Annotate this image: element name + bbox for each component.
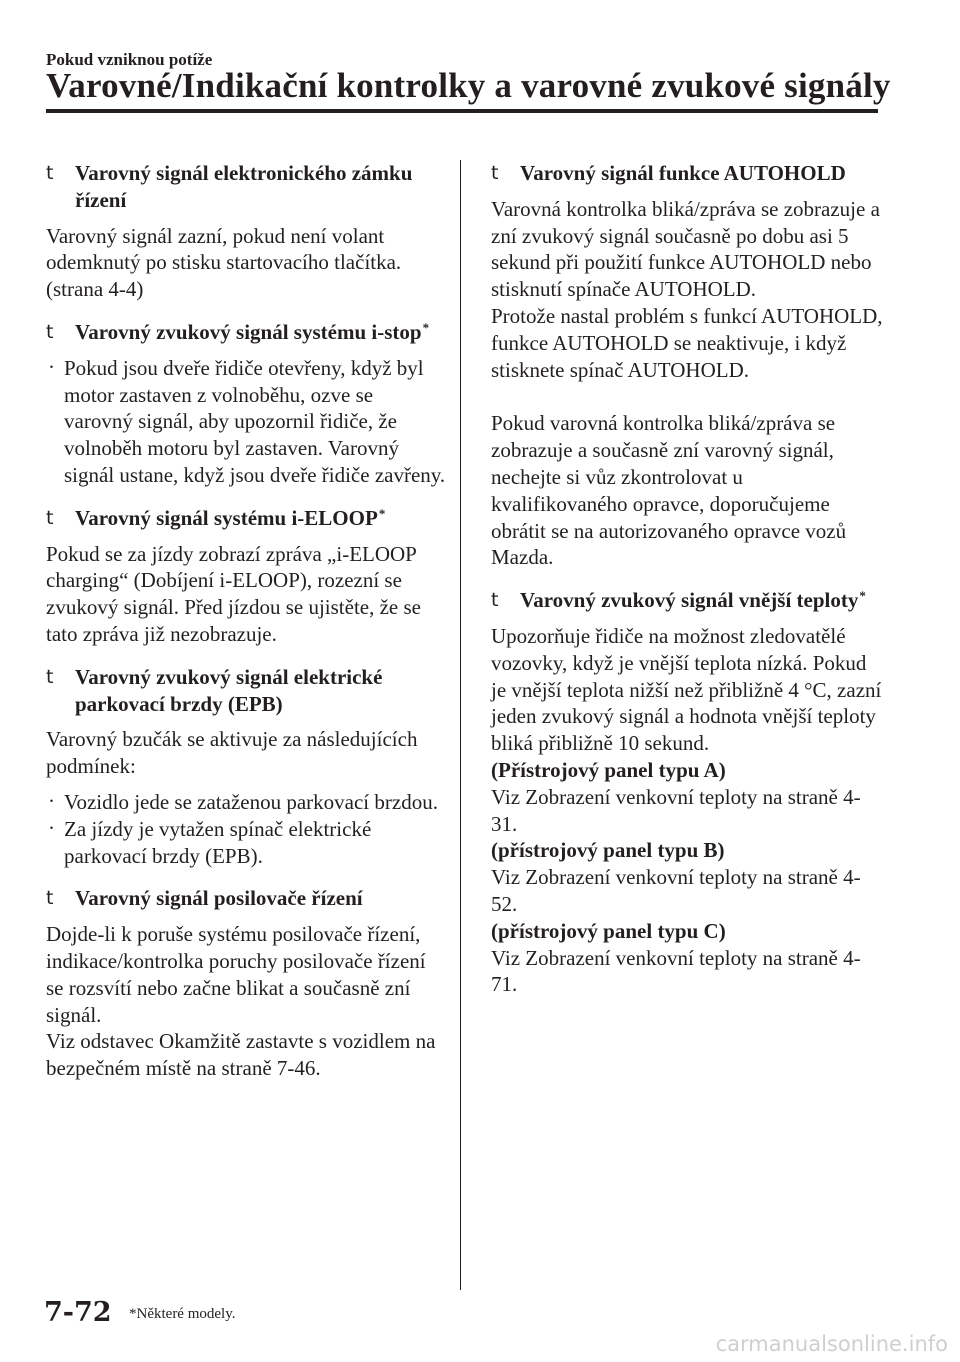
- bullet-icon: ·: [48, 815, 55, 840]
- bullet-icon: ·: [48, 788, 55, 813]
- paragraph: Viz odstavec Okamžitě zastavte s vozidlem na bezpečném místě na straně 7-46.: [46, 1029, 436, 1081]
- section-steering-lock: [46, 160, 446, 303]
- section-marker-icon: t: [491, 162, 499, 184]
- paragraph: Viz Zobrazení venkovní teploty na straně 4-31.: [491, 784, 861, 836]
- section-heading: t Varovný zvukový signál elektrické parkovací brzdy (EPB): [46, 664, 383, 716]
- paragraph: Protože nastal problém s funkcí AUTOHOLD, funkce AUTOHOLD se neaktivuje, i když stisknete spínač AUTOHOLD.: [491, 303, 883, 382]
- section-heading: t Varovný zvukový signál vnější teploty*: [491, 588, 866, 613]
- header-rule: [46, 109, 878, 113]
- paragraph: Varovná kontrolka bliká/zpráva se zobrazuje a zní zvukový signál současně po dobu asi 5 sekund při použití funkce AUTOHOLD nebo stisknutí spínače AUTOHOLD.: [491, 196, 880, 302]
- section-marker-icon: t: [46, 665, 54, 688]
- paragraph: Upozorňuje řidiče na možnost zledovatělé vozovky, když je vnější teplota nízká. Pokud je vnější teplota nižší než přibližně 4 °C, zazní jeden zvukový signál a hodnota vnější teploty bliká přibližně 10 sekund.: [491, 623, 882, 756]
- panel-type-label: (přístrojový panel typu B): [491, 838, 725, 863]
- section-heading: t Varovný zvukový signál systému i-stop*: [46, 319, 430, 344]
- right-column: [491, 160, 883, 1014]
- left-column: [46, 160, 446, 1098]
- paragraph: Pokud se za jízdy zobrazí zpráva „i-ELOOP charging“ (Dobíjení i-ELOOP), rozezní se zvukový signál. Před jízdou se ujistěte, že se tato zpráva již nezobrazuje.: [46, 541, 421, 646]
- section-i-stop: [46, 319, 446, 489]
- panel-type-label: (přístrojový panel typu C): [491, 918, 726, 943]
- paragraph: Varovný signál zazní, pokud není volant odemknutý po stisku startovacího tlačítka. (strana 4-4): [46, 223, 402, 302]
- footnote-mark: *: [422, 319, 430, 335]
- paragraph: Varovný bzučák se aktivuje za následujících podmínek:: [46, 727, 418, 779]
- paragraph: Dojde-li k poruše systému posilovače řízení, indikace/kontrolka poruchy posilovače řízení se rozsvítí nebo začne blikat a současně zní signál.: [46, 922, 426, 1027]
- section-i-eloop: [46, 505, 446, 648]
- bullet-item: · Pokud jsou dveře řidiče otevřeny, když byl motor zastaven z volnoběhu, ozve se varovný signál, aby upozornil řidiče, že volnoběh motoru byl zastaven. Varovný signál ustane, když jsou dveře řidiče zavřeny.: [48, 354, 446, 487]
- section-heading: t Varovný signál elektronického zámku řízení: [46, 161, 413, 212]
- section-epb: [46, 664, 446, 870]
- paragraph: Viz Zobrazení venkovní teploty na straně 4-52.: [491, 865, 861, 916]
- section-marker-icon: t: [46, 506, 54, 529]
- paragraph: Pokud varovná kontrolka bliká/zpráva se zobrazuje a současně zní varovný signál, nechejte si vůz zkontrolovat u kvalifikovaného opravce, doporučujeme obrátit se na autorizovaného opravce vozů Mazda.: [491, 411, 847, 570]
- footnote-mark: *: [859, 588, 866, 604]
- section-heading: t Varovný signál posilovače řízení: [46, 886, 363, 911]
- chapter-subtitle: Pokud vzniknou potíže: [46, 50, 213, 69]
- footnote-mark: *: [378, 505, 386, 521]
- paragraph: Viz Zobrazení venkovní teploty na straně 4-71.: [491, 945, 861, 997]
- section-autohold: [491, 160, 883, 571]
- section-marker-icon: t: [491, 589, 499, 612]
- bullet-item: · Vozidlo jede se zataženou parkovací brzdou.: [48, 788, 438, 814]
- section-marker-icon: t: [46, 162, 54, 184]
- footnote: *Některé modely.: [129, 1306, 236, 1322]
- section-marker-icon: t: [46, 320, 54, 343]
- section-heading: t Varovný signál systému i-ELOOP*: [46, 505, 386, 530]
- section-power-steering: [46, 885, 446, 1082]
- blank-line: [491, 383, 883, 410]
- page-title: Varovné/Indikační kontrolky a varovné zvukové signály: [46, 66, 891, 105]
- section-marker-icon: t: [46, 887, 54, 910]
- panel-type-label: (Přístrojový panel typu A): [491, 757, 726, 782]
- watermark: carmanualsonline.info: [715, 1332, 948, 1356]
- bullet-icon: ·: [48, 354, 55, 379]
- column-divider: [460, 160, 461, 1290]
- page-number: 7-72: [44, 1297, 112, 1328]
- bullet-item: · Za jízdy je vytažen spínač elektrické parkovací brzdy (EPB).: [48, 815, 372, 868]
- section-heading: t Varovný signál funkce AUTOHOLD: [491, 161, 846, 185]
- section-outside-temperature: [491, 587, 883, 998]
